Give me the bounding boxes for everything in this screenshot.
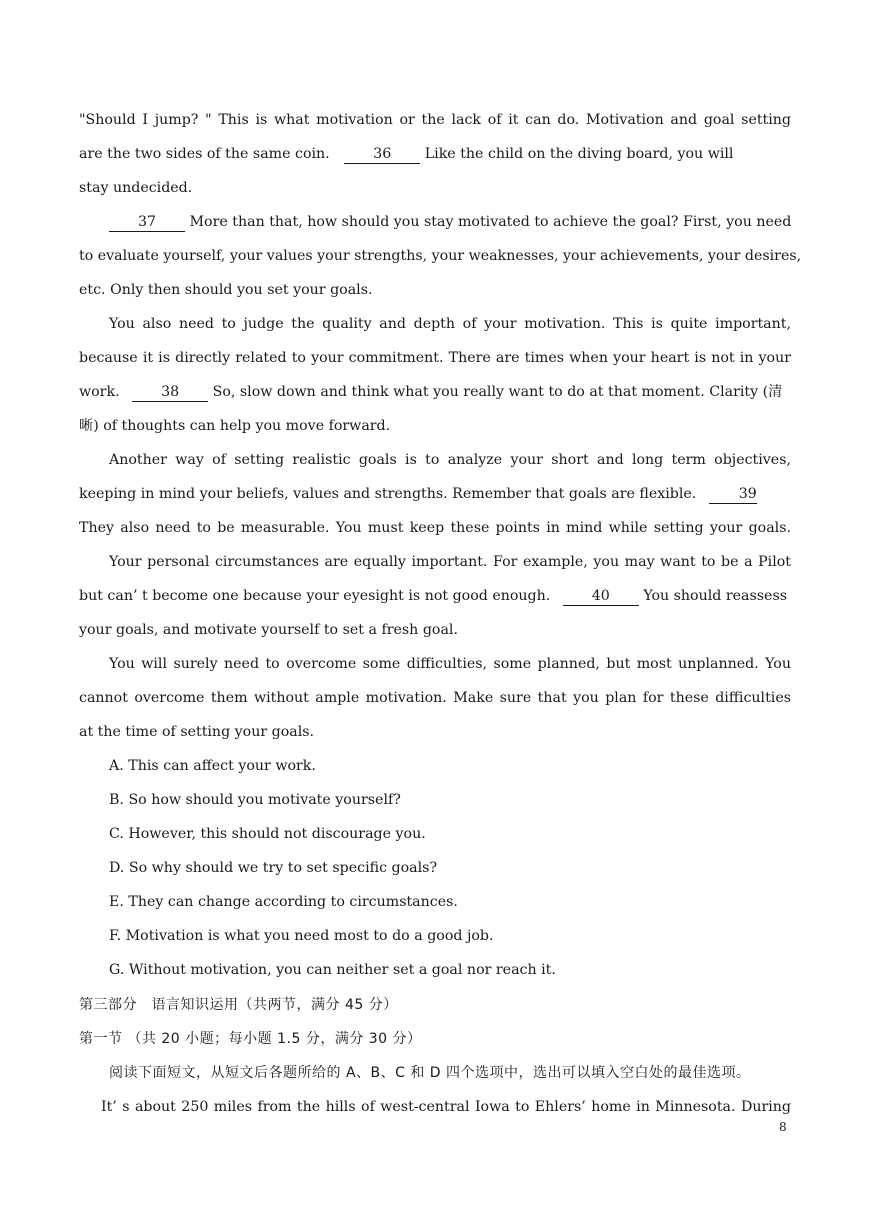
- page-number: 8: [779, 1120, 787, 1134]
- passage-line: to evaluate yourself, your values your strengths, your weaknesses, your achievements, your desires,: [79, 248, 802, 264]
- passage-line: because it is directly related to your commitment. There are times when your heart is not in your: [79, 350, 791, 366]
- passage-text: Like the child on the diving board, you will: [424, 146, 734, 162]
- passage-line: your goals, and motivate yourself to set a fresh goal.: [79, 622, 458, 638]
- passage-line: [109, 205, 791, 239]
- passage-line: You also need to judge the quality and depth of your motivation. This is quite important,: [109, 316, 791, 332]
- option-d: D. So why should we try to set specific goals?: [109, 860, 438, 876]
- passage-text: keeping in mind your beliefs, values and strengths. Remember that goals are flexible.: [79, 486, 697, 502]
- option-b: B. So how should you motivate yourself?: [109, 792, 401, 808]
- passage-line: [79, 579, 791, 613]
- passage-line: Your personal circumstances are equally important. For example, you may want to be a Pilot: [109, 554, 791, 570]
- passage-line: [79, 477, 791, 511]
- blank-40: 40: [563, 588, 639, 606]
- passage-line: It’ s about 250 miles from the hills of west-central Iowa to Ehlers’ home in Minnesota. During: [101, 1099, 791, 1115]
- passage-text: are the two sides of the same coin.: [79, 146, 330, 162]
- section1-heading: 第一节 （共 20 小题；每小题 1.5 分，满分 30 分）: [79, 1031, 422, 1047]
- passage-line: You will surely need to overcome some difficulties, some planned, but most unplanned. You: [109, 656, 791, 672]
- option-a: A. This can affect your work.: [109, 758, 316, 774]
- passage-text: work.: [79, 384, 120, 400]
- passage-line: stay undecided.: [79, 180, 193, 196]
- passage-text: So, slow down and think what you really want to do at that moment. Clarity (清: [212, 384, 783, 400]
- passage-line: at the time of setting your goals.: [79, 724, 315, 740]
- passage-text: More than that, how should you stay motivated to achieve the goal? First, you need: [189, 214, 792, 230]
- passage-line: [79, 137, 791, 171]
- passage-text: You should reassess: [643, 588, 788, 604]
- part3-heading: 第三部分 语言知识运用（共两节，满分 45 分）: [79, 997, 398, 1013]
- passage-line: 晰) of thoughts can help you move forward.: [79, 418, 391, 434]
- passage-line: "Should I jump? " This is what motivation or the lack of it can do. Motivation and goal setting: [79, 112, 791, 128]
- blank-36: 36: [344, 146, 420, 164]
- blank-39: 39: [709, 486, 757, 504]
- option-f: F. Motivation is what you need most to do a good job.: [109, 928, 494, 944]
- option-c: C. However, this should not discourage you.: [109, 826, 426, 842]
- passage-line: [79, 375, 791, 409]
- passage-text: but can’ t become one because your eyesight is not good enough.: [79, 588, 551, 604]
- passage-line: They also need to be measurable. You must keep these points in mind while setting your goals.: [79, 520, 791, 536]
- blank-38: 38: [132, 384, 208, 402]
- instruction-text: 阅读下面短文，从短文后各题所给的 A、B、C 和 D 四个选项中，选出可以填入空白处的最佳选项。: [109, 1065, 751, 1081]
- passage-line: cannot overcome them without ample motivation. Make sure that you plan for these difficulties: [79, 690, 791, 706]
- passage-line: Another way of setting realistic goals is to analyze your short and long term objectives,: [109, 452, 791, 468]
- blank-37: 37: [109, 214, 185, 232]
- option-g: G. Without motivation, you can neither set a goal nor reach it.: [109, 962, 556, 978]
- option-e: E. They can change according to circumstances.: [109, 894, 458, 910]
- passage-line: etc. Only then should you set your goals.: [79, 282, 373, 298]
